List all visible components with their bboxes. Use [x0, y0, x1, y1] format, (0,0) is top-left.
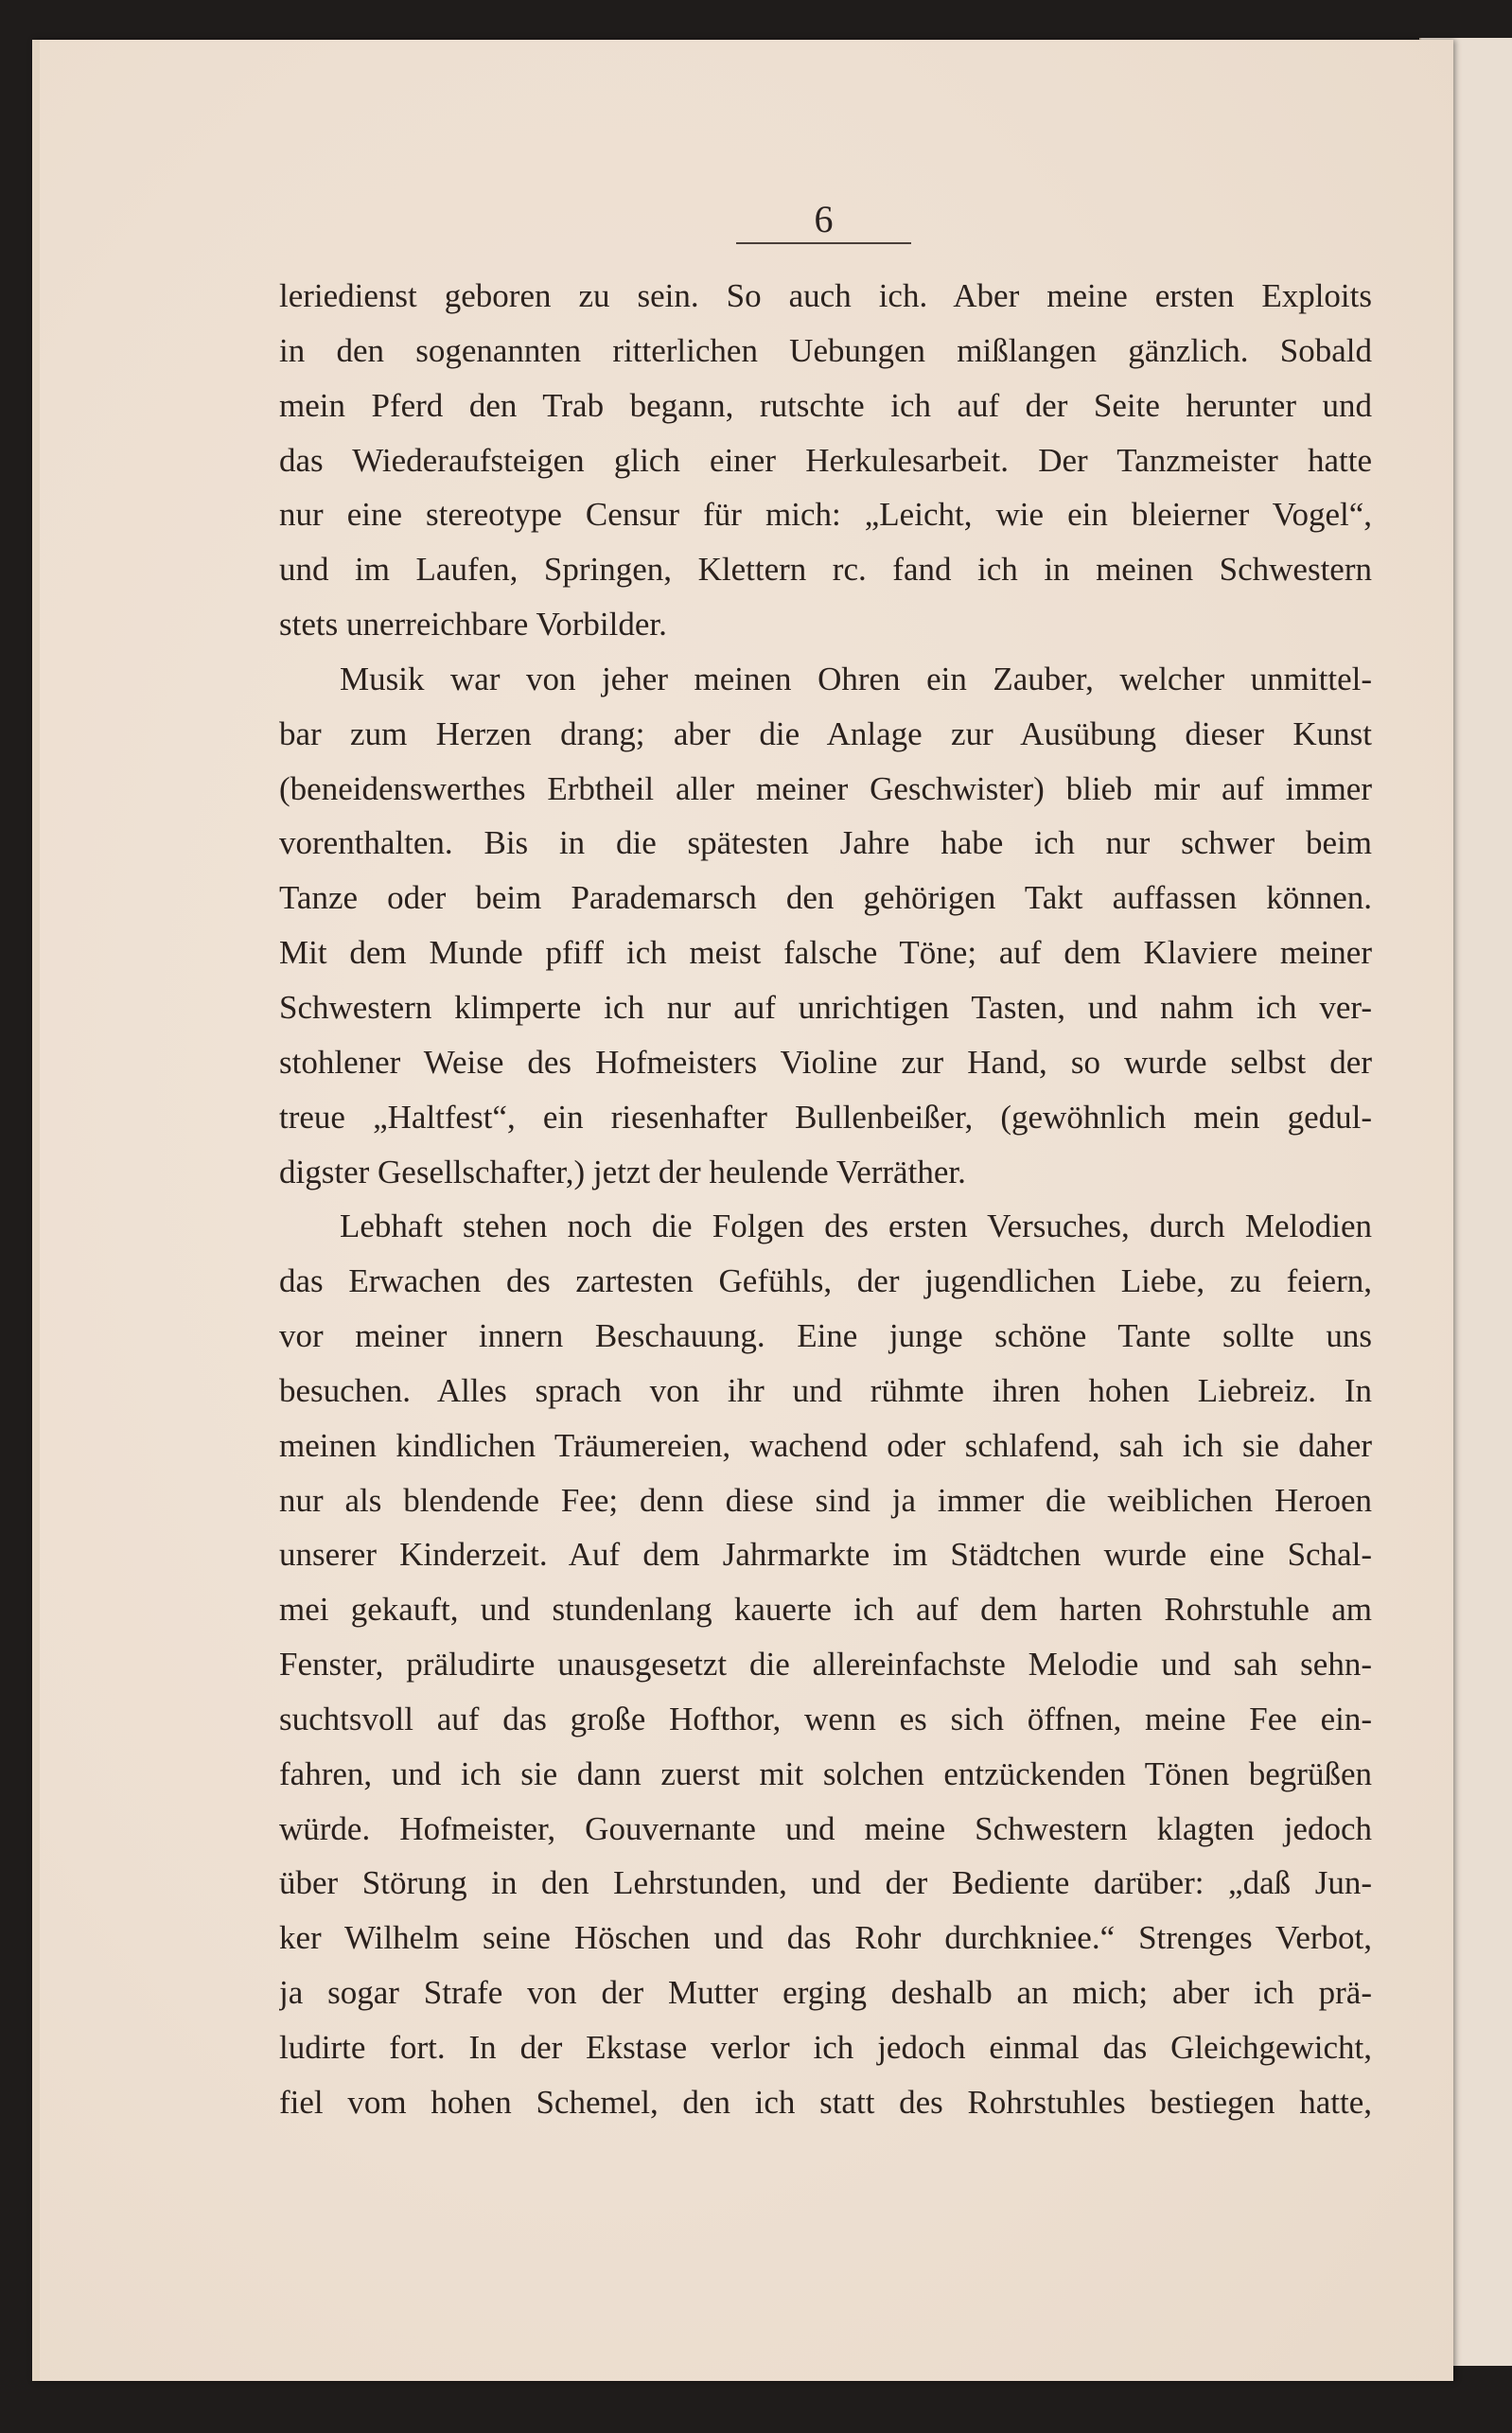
text-line: besuchen. Alles sprach von ihr und rühmte ihren hohen Liebreiz. In [279, 1371, 1372, 1409]
body-text [279, 269, 1372, 2130]
text-line: meinen kindlichen Träumereien, wachend oder schlafend, sah ich sie daher [279, 1426, 1372, 1464]
text-line: fahren, und ich sie dann zuerst mit solchen entzückenden Tönen begrüßen [279, 1754, 1372, 1792]
text-line: bar zum Herzen drang; aber die Anlage zur Ausübung dieser Kunst [279, 714, 1372, 752]
text-line: nur eine stereotype Censur für mich: „Leicht, wie ein bleierner Vogel“, [279, 496, 1372, 534]
text-line: über Störung in den Lehrstunden, und der Bediente darüber: „daß Jun- [279, 1864, 1372, 1902]
text-line: ludirte fort. In der Ekstase verlor ich jedoch einmal das Gleichgewicht, [279, 2029, 1372, 2066]
text-line: in den sogenannten ritterlichen Uebungen mißlangen gänzlich. Sobald [279, 331, 1372, 369]
text-line: ker Wilhelm seine Höschen und das Rohr durchkniee.“ Strenges Verbot, [279, 1919, 1372, 1957]
text-line: stets unerreichbare Vorbilder. [279, 606, 667, 644]
text-line: Fenster, präludirte unausgesetzt die allereinfachste Melodie und sah sehn- [279, 1646, 1372, 1684]
text-line: vor meiner innern Beschauung. Eine junge schöne Tante sollte uns [279, 1317, 1372, 1355]
text-line: Lebhaft stehen noch die Folgen des ersten Versuches, durch Melodien [340, 1208, 1372, 1245]
book-page [32, 40, 1453, 2381]
text-line: mein Pferd den Trab begann, rutschte ich auf der Seite herunter und [279, 386, 1372, 424]
text-line: würde. Hofmeister, Gouvernante und meine Schwestern klagten jedoch [279, 1809, 1372, 1847]
text-line: digster Gesellschafter,) jetzt der heulende Verräther. [279, 1153, 966, 1190]
text-line: vorenthalten. Bis in die spätesten Jahre habe ich nur schwer beim [279, 824, 1372, 862]
text-line: (beneidenswerthes Erbtheil aller meiner Geschwister) blieb mir auf immer [279, 769, 1372, 807]
text-line: unserer Kinderzeit. Auf dem Jahrmarkte im Städtchen wurde eine Schal- [279, 1536, 1372, 1574]
text-line: mei gekauft, und stundenlang kauerte ich auf dem harten Rohrstuhle am [279, 1591, 1372, 1629]
text-line: stohlener Weise des Hofmeisters Violine zur Hand, so wurde selbst der [279, 1043, 1372, 1081]
text-line: ja sogar Strafe von der Mutter erging deshalb an mich; aber ich prä- [279, 1974, 1372, 2012]
text-line: nur als blendende Fee; denn diese sind ja immer die weiblichen Heroen [279, 1481, 1372, 1519]
text-line: leriedienst geboren zu sein. So auch ich. Aber meine ersten Exploits [279, 277, 1372, 314]
page-number: 6 [814, 198, 834, 240]
text-line: suchtsvoll auf das große Hofthor, wenn es sich öffnen, meine Fee ein- [279, 1700, 1372, 1737]
text-line: treue „Haltfest“, ein riesenhafter Bullenbeißer, (gewöhnlich mein gedul- [279, 1098, 1372, 1136]
page-number-wrap [736, 197, 911, 241]
text-line: das Wiederaufsteigen glich einer Herkulesarbeit. Der Tanzmeister hatte [279, 441, 1372, 479]
paragraph-1 [279, 269, 1372, 652]
header-rule [736, 242, 911, 244]
text-line: Musik war von jeher meinen Ohren ein Zauber, welcher unmittel- [340, 660, 1372, 697]
paragraph-2 [279, 652, 1372, 1199]
text-line: fiel vom hohen Schemel, den ich statt des Rohrstuhles bestiegen hatte, [279, 2083, 1372, 2121]
text-line: und im Laufen, Springen, Klettern rc. fand ich in meinen Schwestern [279, 551, 1372, 589]
paragraph-3 [279, 1199, 1372, 2129]
text-line: Mit dem Munde pfiff ich meist falsche Töne; auf dem Klaviere meiner [279, 934, 1372, 972]
text-line: Tanze oder beim Parademarsch den gehörigen Takt auffassen können. [279, 879, 1372, 917]
text-line: Schwestern klimperte ich nur auf unrichtigen Tasten, und nahm ich ver- [279, 988, 1372, 1026]
text-line: das Erwachen des zartesten Gefühls, der jugendlichen Liebe, zu feiern, [279, 1262, 1372, 1300]
